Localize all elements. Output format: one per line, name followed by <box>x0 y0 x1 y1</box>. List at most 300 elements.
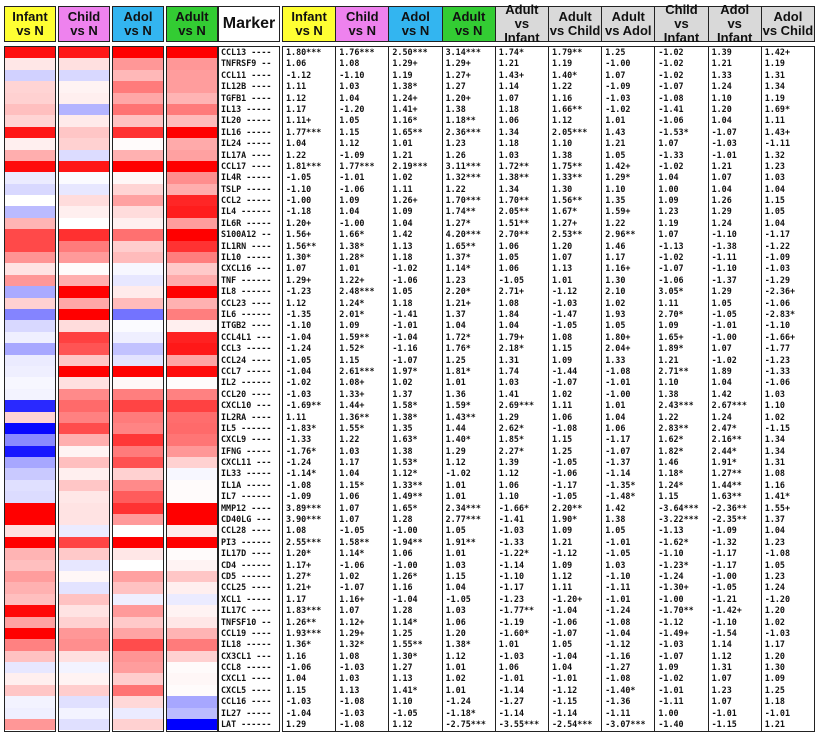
value-cell: 2.36*** <box>445 126 481 137</box>
marker-name: IL20 ----- <box>221 115 272 126</box>
value-cell: 1.29+ <box>339 627 365 638</box>
value-cell: -1.42+ <box>711 605 742 616</box>
heatmap-cell <box>59 70 109 81</box>
heatmap-cell <box>59 468 109 479</box>
value-cell: 1.20 <box>764 650 785 661</box>
value-cell: 1.66* <box>339 229 365 240</box>
value-cell: -2.36+ <box>764 286 796 297</box>
value-cell: 1.56** <box>286 240 317 251</box>
heatmap-cell <box>167 70 217 81</box>
value-cell: 1.38* <box>392 411 418 422</box>
value-cell: 1.18 <box>498 103 519 114</box>
column-header <box>4 6 56 42</box>
heatmap-cell <box>167 195 217 206</box>
value-cell: 1.03 <box>339 81 360 92</box>
heatmap-cell <box>113 70 163 81</box>
heatmap-cell <box>5 582 55 593</box>
value-cell: -1.14 <box>498 559 525 570</box>
marker-name: TNFSF10 -- <box>221 616 272 627</box>
value-cell: -2.36** <box>711 502 747 513</box>
value-cell: 1.41 <box>498 388 519 399</box>
value-cell: -1.09 <box>286 491 312 502</box>
heatmap-cell <box>5 309 55 320</box>
value-cell: 1.74** <box>445 206 476 217</box>
marker-name: IL7 ------ <box>221 491 272 502</box>
heatmap-cell <box>167 263 217 274</box>
value-cell: 1.46 <box>605 240 626 251</box>
value-cell: -1.24 <box>286 457 312 468</box>
heatmap-cell <box>167 184 217 195</box>
header-line1: Adol <box>720 2 750 17</box>
value-cell: 1.01 <box>445 491 466 502</box>
value-cell: 1.08 <box>764 468 785 479</box>
heatmap-cell <box>5 138 55 149</box>
value-cell: 2.53** <box>552 229 583 240</box>
value-cell: 1.17 <box>286 593 307 604</box>
value-cell: -1.05 <box>552 320 578 331</box>
heatmap-cell <box>167 457 217 468</box>
heatmap-cell <box>113 127 163 138</box>
heatmap-cell <box>167 605 217 616</box>
value-cell: -1.11 <box>764 138 791 149</box>
value-cell: 1.21 <box>392 149 413 160</box>
value-cell: -1.83* <box>286 422 317 433</box>
value-cell: -1.76* <box>286 445 317 456</box>
heatmap-cell <box>59 628 109 639</box>
heatmap-cell <box>59 617 109 628</box>
heatmap-cell <box>113 206 163 217</box>
value-cell: 1.23 <box>764 160 785 171</box>
value-cell: 1.19 <box>552 58 573 69</box>
value-cell: -1.01 <box>764 707 791 718</box>
heatmap-cell <box>167 58 217 69</box>
heatmap-cell <box>5 93 55 104</box>
value-cell: 1.91** <box>445 536 476 547</box>
heatmap-cell <box>5 389 55 400</box>
heatmap-cell <box>113 355 163 366</box>
value-cell: 1.22 <box>552 81 573 92</box>
marker-name: CCL3 ----- <box>221 343 272 354</box>
header-line2: vs N <box>70 23 98 38</box>
value-cell: 1.38 <box>392 445 413 456</box>
marker-column <box>218 46 280 732</box>
value-cell: 1.89* <box>658 343 684 354</box>
value-cell: -1.01 <box>392 320 418 331</box>
header-line2: vs Adol <box>605 23 652 38</box>
value-cell: -1.20 <box>339 103 365 114</box>
heatmap-cell <box>113 400 163 411</box>
value-cell: 2.77*** <box>445 514 481 525</box>
value-cell: 4.20*** <box>445 229 481 240</box>
value-cell: -1.10 <box>764 320 791 331</box>
marker-name: IL8 ------ <box>221 286 272 297</box>
marker-name: CXCL1 ---- <box>221 673 272 684</box>
value-cell: -1.13 <box>658 525 684 536</box>
value-cell: 1.07 <box>339 502 360 513</box>
value-cell: 1.29 <box>711 206 732 217</box>
value-cell: -1.01 <box>339 172 365 183</box>
heatmap-cell <box>113 286 163 297</box>
heatmap-cell <box>5 571 55 582</box>
heatmap-cell <box>59 571 109 582</box>
heatmap-cell <box>5 468 55 479</box>
marker-name: CXCL16 --- <box>221 263 272 274</box>
value-cell: 3.89*** <box>286 502 322 513</box>
value-cell: 1.11+ <box>286 115 312 126</box>
value-cell: -1.41 <box>392 308 418 319</box>
value-cell: 1.31 <box>764 457 785 468</box>
value-cell: 1.15 <box>552 434 573 445</box>
value-cell: -1.14* <box>286 468 317 479</box>
value-cell: 1.03 <box>764 172 785 183</box>
heatmap-cell <box>5 491 55 502</box>
heatmap-cell <box>5 298 55 309</box>
value-cell: 1.10 <box>711 92 732 103</box>
value-cell: -1.04 <box>392 593 418 604</box>
value-cell: -1.40* <box>605 684 636 695</box>
value-cell: -1.02 <box>445 468 471 479</box>
value-cell: -1.49+ <box>658 627 689 638</box>
value-cell: -1.11 <box>605 582 631 593</box>
heatmap-cell <box>113 491 163 502</box>
value-cell: -1.17 <box>605 434 631 445</box>
value-cell: 1.10 <box>498 491 519 502</box>
heatmap-cell <box>59 582 109 593</box>
value-cell: 2.83** <box>658 422 689 433</box>
value-cell: 1.13 <box>339 684 360 695</box>
value-cell: 1.21+ <box>286 582 312 593</box>
value-cell: 1.27 <box>392 662 413 673</box>
value-cell: 1.35 <box>605 195 626 206</box>
header-line2: vs Infant <box>716 16 753 45</box>
value-cell: 1.23 <box>764 536 785 547</box>
heatmap-cell <box>59 298 109 309</box>
value-cell: 1.05 <box>764 559 785 570</box>
value-cell: 1.19 <box>392 69 413 80</box>
value-cell: 1.29+ <box>286 274 312 285</box>
header-line2: vs Child <box>549 23 601 38</box>
heatmap-cell <box>113 343 163 354</box>
heatmap-cell <box>113 628 163 639</box>
value-cell: 1.18 <box>392 297 413 308</box>
value-cell: 1.30 <box>764 662 785 673</box>
heatmap-cell <box>167 389 217 400</box>
value-cell: -1.12 <box>605 639 631 650</box>
value-cell: -1.53* <box>658 126 689 137</box>
heatmap-cell <box>5 412 55 423</box>
marker-name: IL17D ---- <box>221 548 272 559</box>
value-cell: -1.07 <box>658 81 684 92</box>
header-line2: vs N <box>16 23 44 38</box>
value-cell: 1.21 <box>658 354 679 365</box>
value-cell: -1.11 <box>711 252 737 263</box>
column-header <box>601 6 655 42</box>
heatmap-cell <box>167 617 217 628</box>
value-cell: 2.27* <box>498 445 525 456</box>
value-cell: 1.41* <box>764 491 791 502</box>
value-cell: -1.17 <box>711 559 737 570</box>
value-cell: 1.29+ <box>392 58 418 69</box>
marker-name: IL16 ----- <box>221 126 272 137</box>
heatmap-cell <box>113 685 163 696</box>
value-cell: 1.15 <box>286 684 307 695</box>
heatmap-cell <box>113 423 163 434</box>
value-cell: 1.65* <box>392 502 418 513</box>
heatmap-cell <box>5 355 55 366</box>
heatmap-cell <box>59 286 109 297</box>
value-cell: 1.24+ <box>392 92 418 103</box>
value-cell: 1.42+ <box>764 47 791 57</box>
value-cell: -1.23* <box>658 559 689 570</box>
value-cell: -1.15 <box>711 719 737 730</box>
value-cell: -1.16 <box>392 343 418 354</box>
value-cell: 1.22 <box>445 183 466 194</box>
value-cell: 1.04 <box>711 377 732 388</box>
value-cell: 1.11 <box>764 115 785 126</box>
value-cell: 1.08 <box>286 525 307 536</box>
value-cell: -1.03 <box>498 650 525 661</box>
value-cell: 1.08 <box>339 58 360 69</box>
heatmap-cell <box>113 719 163 730</box>
value-cell: 1.70*** <box>445 195 481 206</box>
value-cell: -1.18* <box>445 707 476 718</box>
heatmap-cell <box>5 685 55 696</box>
heatmap-cell <box>113 115 163 126</box>
value-cell: 1.81* <box>445 365 471 376</box>
heatmap-cell <box>59 525 109 536</box>
marker-name: CX3CL1 --- <box>221 650 272 661</box>
value-cell: -1.27 <box>498 696 525 707</box>
heatmap-cell <box>5 195 55 206</box>
value-cell: -1.07 <box>552 377 578 388</box>
value-cell: 1.80+ <box>605 331 631 342</box>
value-cell: -1.12 <box>286 69 312 80</box>
heatmap-cell <box>167 423 217 434</box>
value-cell: -1.01 <box>552 673 578 684</box>
marker-header: Marker <box>218 6 280 42</box>
value-cell: 1.34 <box>498 126 519 137</box>
value-cell: 1.25 <box>445 354 466 365</box>
heatmap-cell <box>5 47 55 58</box>
header-line1: Infant <box>12 9 48 24</box>
value-cell: 1.44** <box>711 479 742 490</box>
heatmap-cell <box>59 548 109 559</box>
heatmap-cell <box>5 58 55 69</box>
heatmap-cell <box>113 434 163 445</box>
value-cell: -1.23 <box>286 286 312 297</box>
value-cell: -1.44 <box>552 365 578 376</box>
value-cell: 1.33 <box>605 354 626 365</box>
header-line2: vs N <box>454 23 483 38</box>
heatmap-cell <box>167 138 217 149</box>
value-cell: -1.22 <box>764 240 791 251</box>
heatmap-cell <box>167 206 217 217</box>
marker-name: IL4 ------ <box>221 206 272 217</box>
value-cell: -1.24 <box>445 696 471 707</box>
value-cell: 2.43*** <box>658 400 694 411</box>
heatmap-cell <box>5 457 55 468</box>
value-cell: -1.20+ <box>552 593 583 604</box>
value-cell: 1.52* <box>339 343 365 354</box>
value-cell: -1.10 <box>711 263 737 274</box>
heatmap-cell <box>59 457 109 468</box>
heatmap-cell <box>5 651 55 662</box>
value-cell: 1.37 <box>445 308 466 319</box>
value-cell: -1.32 <box>711 536 737 547</box>
heatmap-cell <box>113 93 163 104</box>
header-line1: Adult <box>558 9 592 24</box>
heatmap-cell <box>5 719 55 730</box>
value-cell: 1.76* <box>445 343 471 354</box>
heatmap-cell <box>59 195 109 206</box>
value-cell: -1.04 <box>286 365 312 376</box>
value-cell: 1.29 <box>445 445 466 456</box>
value-cell: 1.19 <box>764 58 785 69</box>
value-cell: 1.25 <box>392 627 413 638</box>
value-cell: -1.05 <box>605 548 631 559</box>
value-cell: 1.07 <box>339 605 360 616</box>
value-cell: 1.46 <box>658 457 679 468</box>
value-cell: -3.22*** <box>658 514 699 525</box>
value-cell: 1.06 <box>498 479 519 490</box>
marker-name: CCL7 ----- <box>221 365 272 376</box>
value-cell: 1.44+ <box>339 400 365 411</box>
value-cell: 2.44* <box>711 445 737 456</box>
value-cell: 1.32 <box>764 149 785 160</box>
value-cell: -1.08 <box>286 479 312 490</box>
value-cell: 1.01 <box>498 639 519 650</box>
heatmap-cell <box>5 708 55 719</box>
value-cell: -1.06 <box>286 662 312 673</box>
value-cell: 2.67*** <box>711 400 747 411</box>
heatmap-cell <box>5 172 55 183</box>
value-cell: 1.08 <box>339 650 360 661</box>
value-cell: 1.04 <box>764 217 785 228</box>
heatmap-cell <box>167 81 217 92</box>
marker-name: IL27 ----- <box>221 707 272 718</box>
value-cell: -1.77** <box>498 605 535 616</box>
heatmap-cell <box>113 651 163 662</box>
value-cell: -1.06 <box>339 559 365 570</box>
value-cell: -3.07*** <box>605 719 646 730</box>
value-cell: -1.12 <box>552 684 578 695</box>
value-cell: 1.29* <box>605 172 631 183</box>
value-cell: 1.04 <box>445 582 466 593</box>
value-cell: 1.12 <box>552 115 573 126</box>
value-cell: 2.50*** <box>392 47 428 57</box>
value-cell: 1.24* <box>658 479 684 490</box>
value-cell: -1.00 <box>392 559 418 570</box>
value-cell: -1.10 <box>605 570 631 581</box>
value-cell: 1.03 <box>339 445 360 456</box>
header-line2: vs Child <box>762 23 814 38</box>
value-cell: 1.20+ <box>286 217 312 228</box>
value-column <box>654 46 708 732</box>
value-cell: 1.79** <box>552 47 583 57</box>
value-cell: -1.33 <box>498 536 525 547</box>
value-cell: 1.12 <box>286 297 307 308</box>
value-cell: 1.38** <box>498 172 530 183</box>
header-line2: vs N <box>401 23 430 38</box>
value-cell: -1.03 <box>764 627 791 638</box>
value-cell: 1.09 <box>339 320 360 331</box>
marker-name: S100A12 -- <box>221 229 272 240</box>
value-cell: 1.09 <box>552 525 573 536</box>
value-cell: -1.37 <box>605 457 631 468</box>
value-cell: -1.62* <box>658 536 689 547</box>
value-cell: 1.53* <box>392 457 418 468</box>
value-cell: -1.77 <box>764 343 791 354</box>
heatmap-cell <box>59 389 109 400</box>
column-header <box>548 6 602 42</box>
value-cell: 3.05* <box>658 286 684 297</box>
value-cell: 1.11 <box>552 400 573 411</box>
value-cell: 1.37 <box>392 388 413 399</box>
heatmap-cell <box>113 673 163 684</box>
value-cell: 1.11 <box>286 411 307 422</box>
heatmap-cell <box>59 93 109 104</box>
value-cell: 1.06 <box>392 548 413 559</box>
heatmap-cell <box>5 503 55 514</box>
value-cell: 2.01* <box>339 308 365 319</box>
value-cell: 1.12 <box>445 650 466 661</box>
heatmap-cell <box>167 275 217 286</box>
value-cell: -1.06 <box>552 468 578 479</box>
value-cell: 1.04 <box>339 468 360 479</box>
value-cell: 1.01 <box>445 377 466 388</box>
value-cell: 1.02 <box>339 570 360 581</box>
marker-name: CCL2 ----- <box>221 195 272 206</box>
value-cell: 1.74* <box>498 47 525 57</box>
value-cell: 1.05 <box>764 206 785 217</box>
value-cell: 1.03 <box>764 388 785 399</box>
header-line2: vs N <box>295 23 323 38</box>
heatmap-cell <box>167 229 217 240</box>
heatmap-cell <box>59 150 109 161</box>
heatmap-cell <box>5 423 55 434</box>
heatmap-cell <box>59 400 109 411</box>
heatmap-cell <box>59 708 109 719</box>
value-cell: 1.55** <box>392 639 423 650</box>
heatmap-cell <box>167 491 217 502</box>
header-line1: Child <box>67 9 101 24</box>
heatmap-cell <box>59 651 109 662</box>
value-cell: 1.67* <box>552 206 578 217</box>
value-cell: -1.06 <box>392 274 418 285</box>
value-cell: -1.37 <box>711 274 737 285</box>
heatmap-cell <box>113 662 163 673</box>
heatmap-cell <box>167 708 217 719</box>
heatmap-cell <box>167 719 217 730</box>
value-cell: 2.96** <box>605 229 636 240</box>
header-line2: vs N <box>178 23 206 38</box>
heatmap-cell <box>59 366 109 377</box>
value-cell: 1.30* <box>286 252 312 263</box>
value-cell: -1.08 <box>764 548 791 559</box>
value-cell: 2.05*** <box>552 126 588 137</box>
marker-name: CCL16 ---- <box>221 696 272 707</box>
heatmap-cell <box>167 366 217 377</box>
value-cell: -1.02 <box>605 103 631 114</box>
heatmap-cell <box>113 548 163 559</box>
value-cell: -3.55*** <box>498 719 540 730</box>
value-cell: 1.22 <box>658 411 679 422</box>
marker-name: XCL1 ----- <box>221 593 272 604</box>
value-cell: 1.03 <box>498 377 519 388</box>
heatmap-cell <box>113 150 163 161</box>
value-cell: -1.07 <box>711 126 737 137</box>
value-cell: 1.59* <box>445 400 471 411</box>
